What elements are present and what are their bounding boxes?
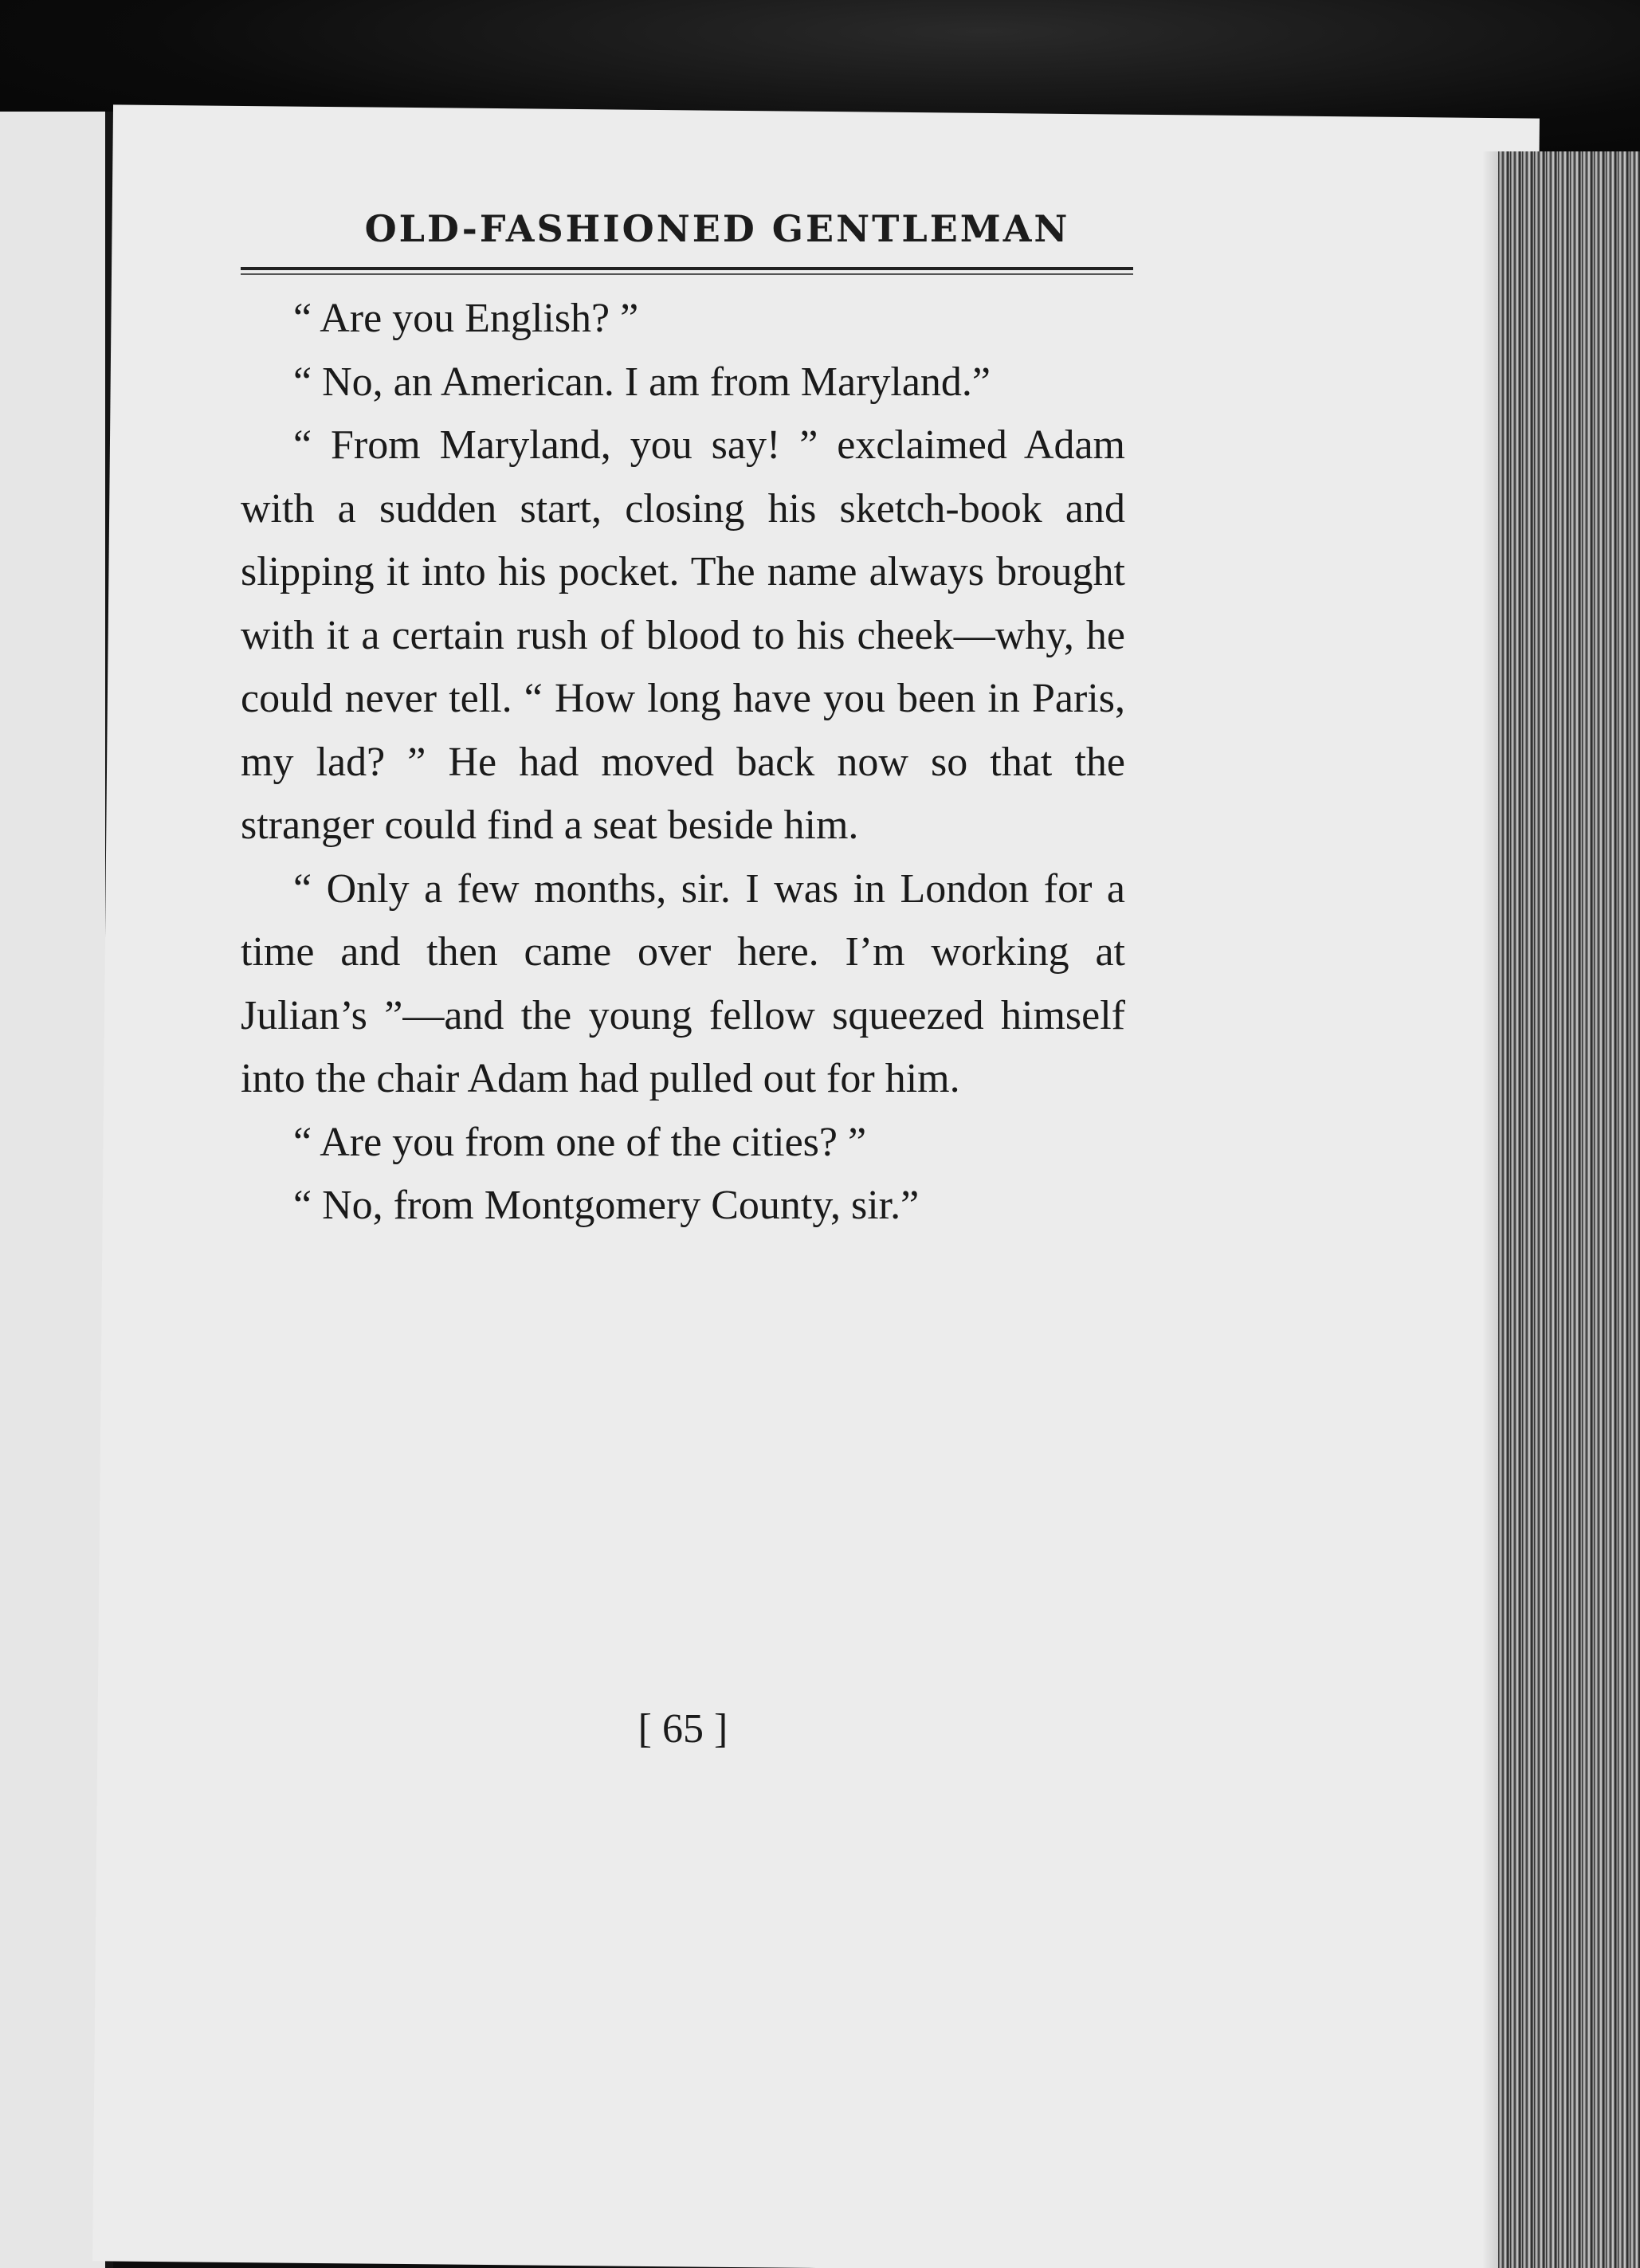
paragraph: “ Are you English? ” <box>293 296 639 341</box>
page-block-edges <box>1498 151 1640 2268</box>
header-rule-thin <box>241 273 1133 275</box>
paragraph: “ Are you from one of the cities? ” <box>293 1119 867 1165</box>
paragraph: “ No, from Montgomery County, sir.” <box>293 1183 920 1228</box>
header-rule <box>241 267 1133 270</box>
body-text <box>241 287 1125 1238</box>
page-number: [ 65 ] <box>638 1706 728 1752</box>
paragraph: “ No, an American. I am from Maryland.” <box>293 359 991 405</box>
paragraph: “ From Maryland, you say! ” exclaimed Adam with a sudden start, closing his sketch-book and slipping it into his pocket. The name always brought with it a certain rush of blood to his cheek—why, he could never tell. “ How long have you been in Paris, my lad? ” He had moved back now so that the stranger could find a seat beside him. <box>241 422 1125 848</box>
paragraph: “ Only a few months, sir. I was in London for a time and then came over here. I’m working at Julian’s ”—and the young fellow squeezed himself into the chair Adam had pulled out for him. <box>241 865 1125 1101</box>
running-head: OLD-FASHIONED GENTLEMAN <box>364 207 1070 250</box>
